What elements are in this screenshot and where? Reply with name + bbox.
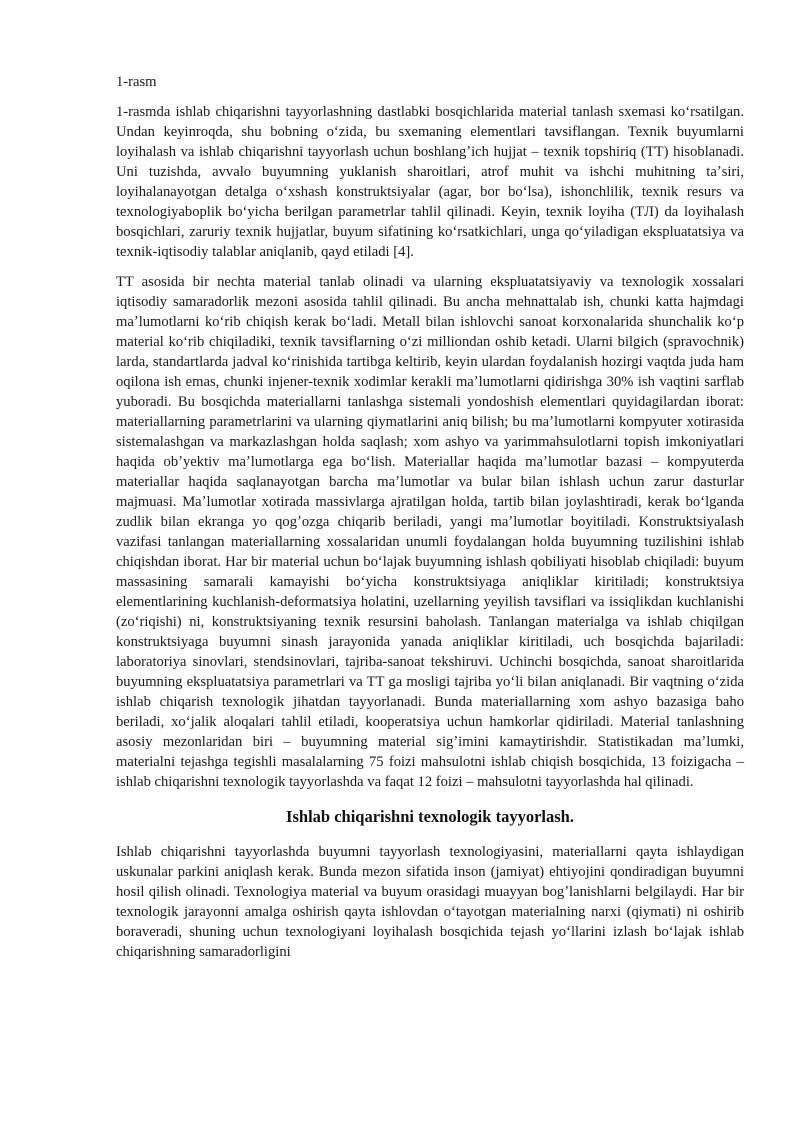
- paragraph-technological-preparation: Ishlab chiqarishni tayyorlashda buyumni tayyorlash texnologiyasini, materiallarni qayta ishlaydigan uskunalar parkini aniqlash kerak. Bunda mezon sifatida inson (jamiyat) ehtiyojini qondiradigan buyumni hosil qilish olinadi. Texnologiya material va buyum orasidagi muayyan bogʼlanishlarni belgilaydi. Har bir texnologik jarayonni amalga oshirish qayta ishlovdan oʻtayotgan materialning narxi (qiymati) ni oshirib boraveradi, shuning uchun texnologiyani loyihalash bosqichida tejash yoʻllarini izlash boʻlajak ishlab chiqarishning samaradorligini: [116, 844, 744, 960]
- figure-caption: 1-rasm: [116, 74, 157, 90]
- paragraph-material-database: TT asosida bir nechta material tanlab olinadi va ularning ekspluatatsiyaviy va texnologik xossalari iqtisodiy samaradorlik mezoni asosida tahlil qilinadi. Bu ancha mehnattalab ish, chunki katta hajmdagi maʼlumotlarni koʻrib chiqish kerak boʻladi. Metall bilan ishlovchi sanoat korxonalarida shunchalik koʻp material koʻrib chiqiladiki, texnik tavsiflarning oʻzi milliondan oshib ketadi. Ularni bilgich (spravochnik) larda, standartlarda jadval koʻrinishida tartibga keltirib, keyin ulardan foydalanish hozirgi vaqtda juda ham oqilona ish emas, chunki injener-texnik xodimlar kerakli maʼlumotlarni qidirishga 30% ish vaqtini sarflab yuboradi. Bu bosqichda materiallarni tanlashga sistemali yondoshish elementlari quyidagilardan iborat: materiallarning parametrlarini va ularning qiymatlarini aniq bilish; bu maʼlumotlarni kompyuter xotirasida sistemalashgan va markazlashgan holda saqlash; xom ashyo va yarimmahsulotlarni topish imkoniyatlari haqida obʼyektiv maʼlumotlarga ega boʻlish. Materiallar haqida maʼlumotlar bazasi – kompyuterda materiallar haqida saqlanayotgan barcha maʼlumotlar va bular bilan ishlash uchun zarur dasturlar majmuasi. Maʼlumotlar xotirada massivlarga ajratilgan holda, tartib bilan joylashtiradi, kerak boʻlganda zudlik bilan ekranga yo qogʼozga chiqarib beriladi, yangi maʼlumotlar boyitiladi. Konstruktsiyalash vazifasi tanlangan materiallarning xossalaridan unumli foydalangan holda buyumning tuzilishini ishlab chiqishdan iborat. Har bir material uchun boʻlajak buyumning ishlash qobiliyati hisoblab chiqiladi: buyum massasining samarali kamayishi boʻyicha konstruktsiyaga aniqliklar kiritiladi; konstruktsiya elementlarining kuchlanish-deformatsiya holatini, uzellarning yeyilish tavsiflari va issiqlikdan kuchlanishi (zoʻriqishi) ni, konstruktsiyaning texnik resursini baholash. Tanlangan materialga va ishlab chiqilgan konstruktsiyaga buyumni sinash jarayonida yanada aniqliklar kiritiladi, uch bosqichda bajariladi: laboratoriya sinovlari, stendsinovlari, tajriba-sanoat tekshiruvi. Uchinchi bosqichda, sanoat sharoitlarida buyumning ekspluatatsiya parametrlari va TT ga mosligi tajriba yoʻli bilan aniqlanadi. Bir vaqtning oʻzida ishlab chiqarish texnologik jihatdan tayyorlanadi. Bunda materiallarning xom ashyo bazasiga baho beriladi, xoʻjalik aloqalari tahlil etiladi, kooperatsiya uchun hamkorlar qidiriladi. Material tanlashning asosiy mezonlaridan biri – buyumning material sigʼimini kamaytirishdir. Statistikadan maʼlumki, materialni tejashga tegishli masalalarning 75 foizi mahsulotni ishlab chiqish bosqichida, 13 foizigacha – ishlab chiqarishni texnologik tayyorlashda va faqat 12 foizi – mahsulotni tayyorlashda hal qilinadi.: [116, 274, 744, 790]
- paragraph-material-selection-scheme: 1-rasmda ishlab chiqarishni tayyorlashning dastlabki bosqichlarida material tanlash sxemasi koʻrsatilgan. Undan keyinroqda, shu bobning oʻzida, bu sxemaning elementlari tavsiflangan. Texnik buyumlarni loyihalash va ishlab chiqarishni tayyorlash uchun boshlangʼich hujjat – texnik topshiriq (TT) hisoblanadi. Uni tuzishda, avvalo buyumning yuklanish sharoitlari, atrof muhit va ishchi muhitning taʼsiri, loyihalanayotgan detalga oʻxshash konstruktsiyalar (agar, bor boʻlsa), ishonchlilik, texnik resurs va texnologiyaboplik boʻyicha berilgan parametrlar tahlil qilinadi. Keyin, texnik loyiha (TЛ) da loyihalash bosqichlari, zaruriy texnik hujjatlar, buyum sifatining koʻrsatkichlari, unga qoʻyiladigan ekspluatatsiya va texnik-iqtisodiy talablar aniqlanib, qayd etiladi [4].: [116, 104, 744, 260]
- document-page: [116, 72, 744, 972]
- section-heading: Ishlab chiqarishni texnologik tayyorlash.: [286, 807, 574, 826]
